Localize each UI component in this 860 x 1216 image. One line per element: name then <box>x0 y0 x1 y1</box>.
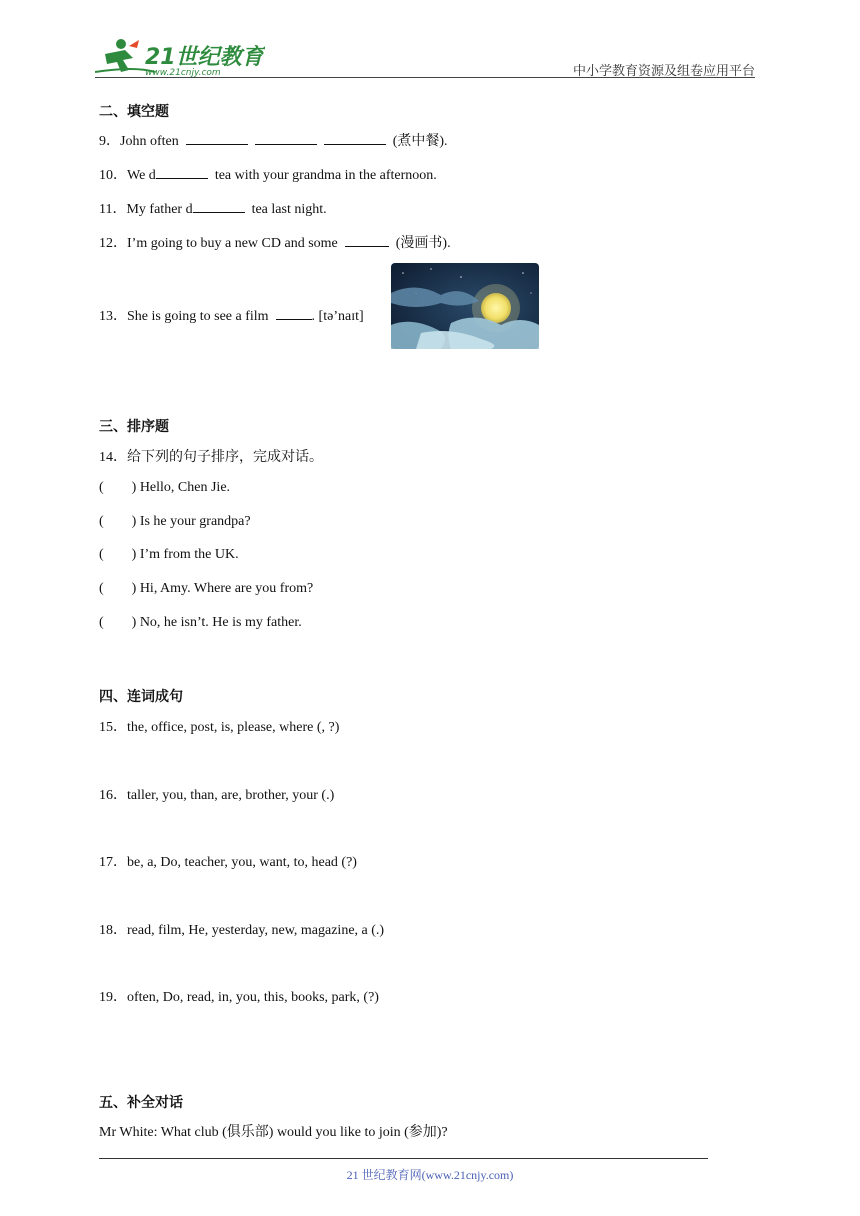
header-divider <box>95 77 755 78</box>
question-16: 16．taller, you, than, are, brother, your (.) <box>99 788 335 803</box>
footer-divider <box>99 1158 708 1159</box>
section-title-ordering: 三、排序题 <box>99 419 169 435</box>
header-platform-title: 中小学教育资源及组卷应用平台 <box>572 64 755 79</box>
ordering-item: ( ) I’m from the UK. <box>99 547 239 562</box>
svg-text:www.21cnjy.com: www.21cnjy.com <box>145 68 221 78</box>
question-9: 9．John often (煮中餐). <box>99 134 448 149</box>
question-10: 10．We d tea with your grandma in the afternoon. <box>99 168 437 183</box>
night-moon-image <box>391 263 539 349</box>
section-title-fill-blank: 二、填空题 <box>99 104 169 120</box>
question-11: 11．My father d tea last night. <box>99 202 327 217</box>
question-12: 12．I’m going to buy a new CD and some (漫画书). <box>99 236 451 251</box>
section-title-word-order: 四、连词成句 <box>99 689 183 705</box>
question-13: 13．She is going to see a film . [tə’naɪt] <box>99 309 364 324</box>
section-title-dialogue: 五、补全对话 <box>99 1095 183 1111</box>
site-logo <box>95 36 265 78</box>
svg-text:21世纪教育: 21世纪教育 <box>145 45 264 70</box>
dialogue-line: Mr White: What club (俱乐部) would you like to join (参加)? <box>99 1125 448 1140</box>
question-17: 17．be, a, Do, teacher, you, want, to, head (?) <box>99 855 357 870</box>
question-15: 15．the, office, post, is, please, where (, ?) <box>99 720 340 735</box>
question-19: 19．often, Do, read, in, you, this, books, park, (?) <box>99 990 379 1005</box>
ordering-item: ( ) No, he isn’t. He is my father. <box>99 615 302 630</box>
ordering-item: ( ) Is he your grandpa? <box>99 514 251 529</box>
ordering-item: ( ) Hi, Amy. Where are you from? <box>99 581 314 596</box>
ordering-item: ( ) Hello, Chen Jie. <box>99 480 231 495</box>
question-18: 18．read, film, He, yesterday, new, magazine, a (.) <box>99 923 385 938</box>
footer-site-text: 21 世纪教育网(www.21cnjy.com) <box>346 1168 514 1182</box>
question-14: 14．给下列的句子排序，完成对话。 <box>99 450 323 465</box>
